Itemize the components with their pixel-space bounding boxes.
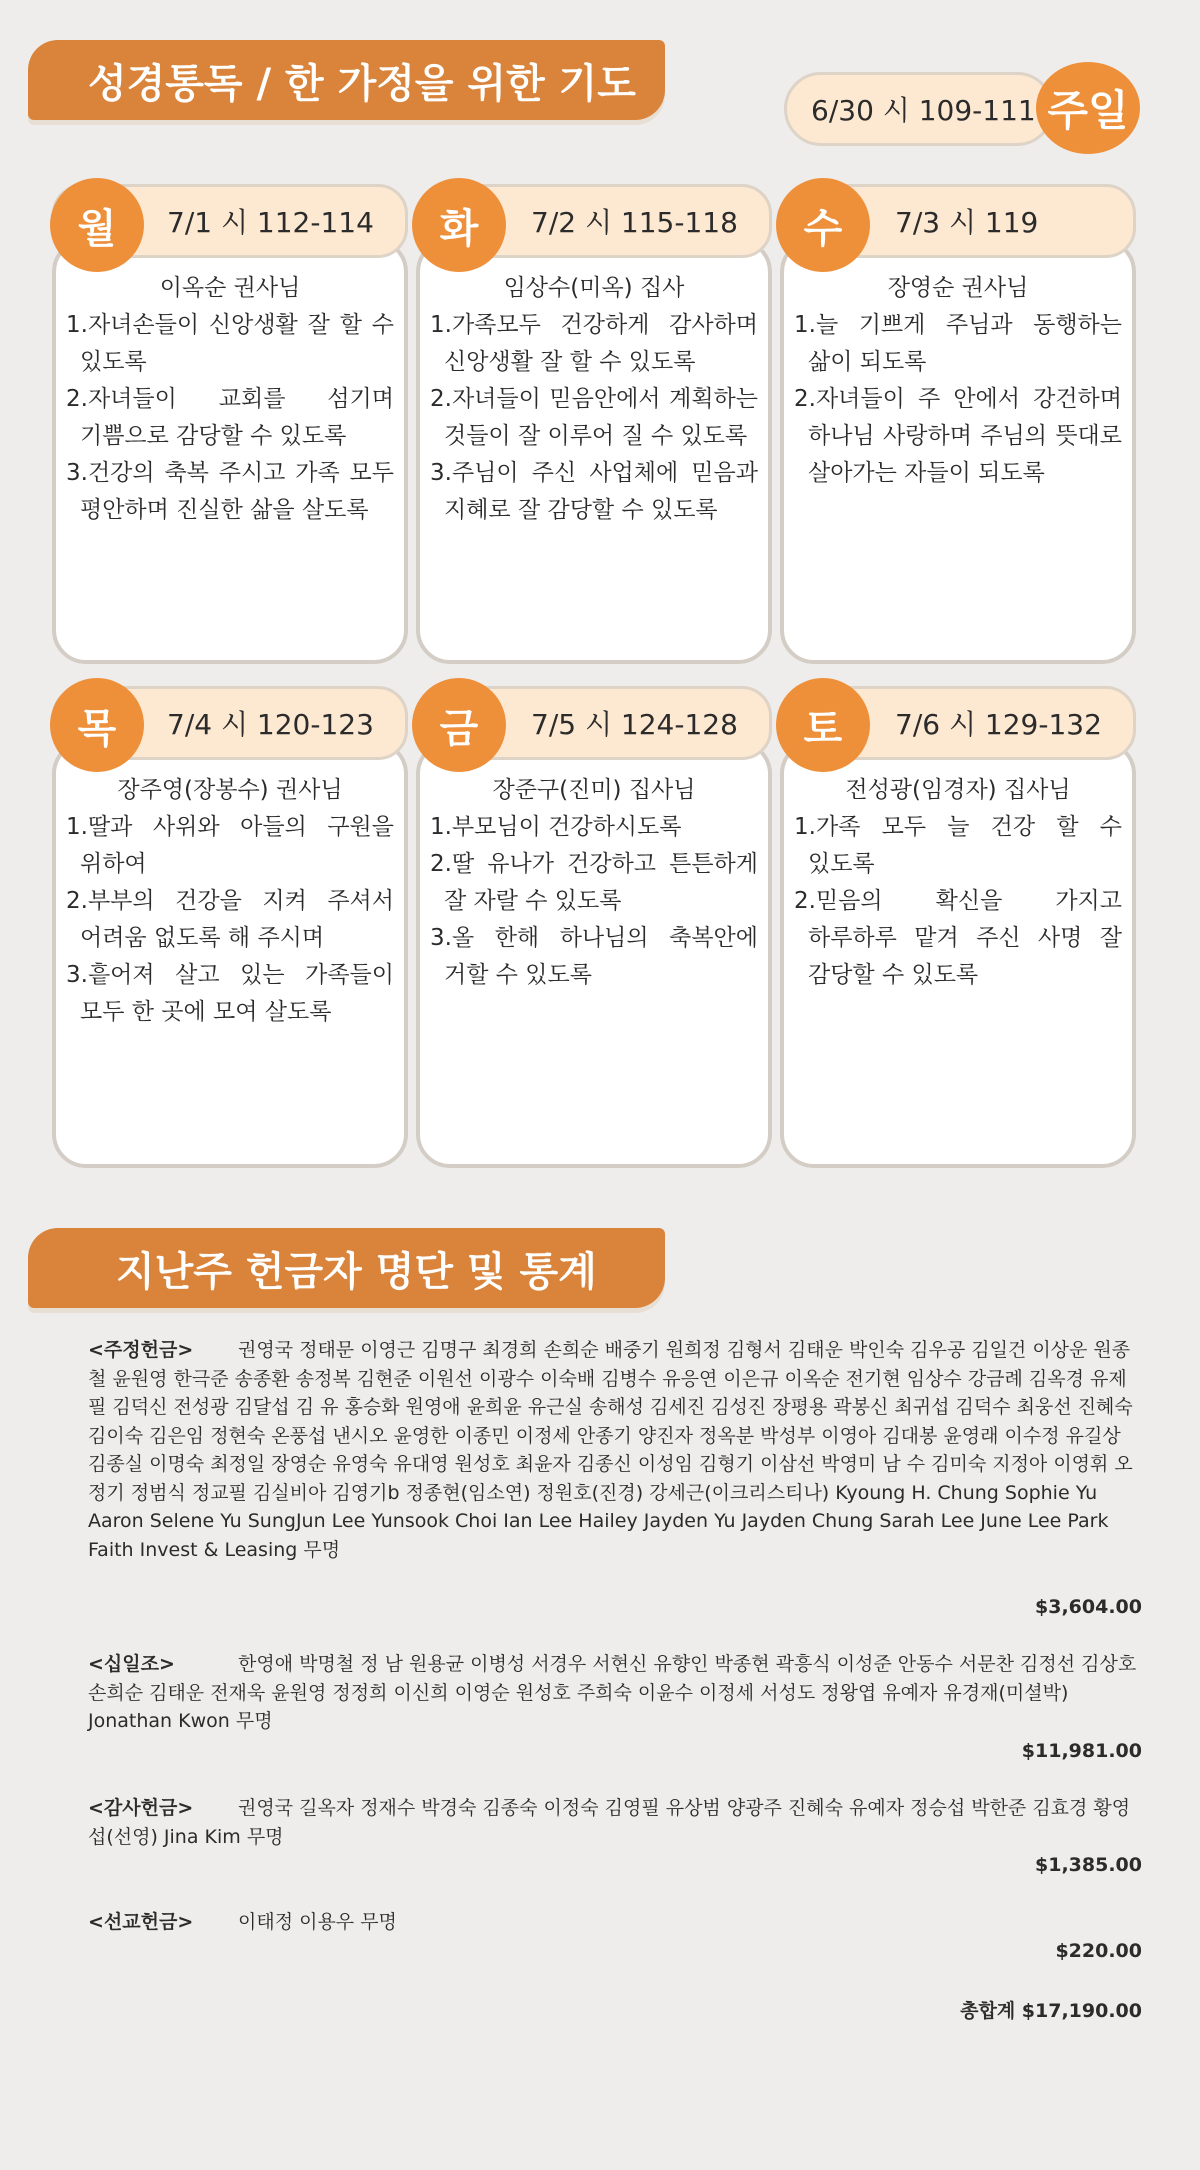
offering-group-mission — [88, 1908, 1142, 1937]
prayer-item: 3.흩어져 살고 있는 가족들이 모두 한 곳에 모여 살도록 — [66, 962, 394, 1025]
day-badge-mon: 월 — [50, 178, 144, 272]
prayer-person-name: 이옥순 권사님 — [159, 275, 301, 301]
offering-amount: $220.00 — [1055, 1940, 1142, 1962]
prayer-person-name: 장주영(장봉수) 권사님 — [117, 777, 343, 803]
prayer-item: 3.건강의 축복 주시고 가족 모두 평안하며 진실한 삶을 살도록 — [66, 460, 394, 523]
day-badge-sat: 토 — [776, 678, 870, 772]
prayer-item: 1.가족 모두 늘 건강 할 수 있도록 — [794, 814, 1122, 877]
prayer-person-name: 전성광(임경자) 집사님 — [845, 777, 1071, 803]
prayer-item: 2.부부의 건강을 지켜 주셔서 어려움 없도록 해 주시며 — [66, 888, 394, 951]
day-badge-fri: 금 — [412, 678, 506, 772]
prayer-body-mon — [66, 270, 394, 529]
offerings-section-banner: 지난주 헌금자 명단 및 통계 — [28, 1228, 665, 1308]
offering-label: <선교헌금> — [88, 1911, 194, 1933]
offering-group-thanks — [88, 1794, 1142, 1851]
prayer-item: 1.자녀손들이 신앙생활 잘 할 수 있도록 — [66, 312, 394, 375]
reading-pill-thu: 7/4 시 120-123 — [52, 686, 408, 760]
prayer-item: 2.자녀들이 교회를 섬기며 기쁨으로 감당할 수 있도록 — [66, 386, 394, 449]
prayer-item: 1.가족모두 건강하게 감사하며 신앙생활 잘 할 수 있도록 — [430, 312, 758, 375]
prayer-person-name: 임상수(미옥) 집사 — [503, 275, 685, 301]
day-badge-tue: 화 — [412, 178, 506, 272]
offering-amount: $11,981.00 — [1021, 1740, 1142, 1762]
prayer-item: 2.딸 유나가 건강하고 튼튼하게 잘 자랄 수 있도록 — [430, 851, 758, 914]
reading-pill-tue: 7/2 시 115-118 — [416, 184, 772, 258]
offering-group-tithe — [88, 1650, 1142, 1736]
prayer-body-wed — [794, 270, 1122, 492]
offering-label: <감사헌금> — [88, 1797, 194, 1819]
prayer-body-fri — [430, 772, 758, 994]
reading-pill-fri: 7/5 시 124-128 — [416, 686, 772, 760]
prayer-item: 1.늘 기쁘게 주님과 동행하는 삶이 되도록 — [794, 312, 1122, 375]
offering-group-weekly — [88, 1336, 1142, 1564]
prayer-person-name: 장영순 권사님 — [887, 275, 1029, 301]
offering-donor-names: 이태정 이용우 무명 — [238, 1911, 397, 1933]
prayer-item: 1.딸과 사위와 아들의 구원을 위하여 — [66, 814, 394, 877]
prayer-section-banner: 성경통독 / 한 가정을 위한 기도 — [28, 40, 665, 120]
prayer-item: 3.주님이 주신 사업체에 믿음과 지혜로 잘 감당할 수 있도록 — [430, 460, 758, 523]
offering-amount: $1,385.00 — [1035, 1854, 1142, 1876]
offering-donor-names: 한영애 박명철 정 남 원용균 이병성 서경우 서현신 유향인 박종현 곽흥식 이성준 안동수 서문찬 김정선 김상호 손희순 김태운 전재욱 윤원영 정정희 이신희 이영순 원성호 주희숙 이윤수 이정세 서성도 정왕엽 유예자 유경재(미셜박) Jonathan Kwon 무명 — [88, 1653, 1137, 1732]
day-badge-thu: 목 — [50, 678, 144, 772]
sunday-day-badge: 주일 — [1036, 62, 1140, 154]
reading-pill-wed: 7/3 시 119 — [780, 184, 1136, 258]
prayer-item: 3.올 한해 하나님의 축복안에 거할 수 있도록 — [430, 925, 758, 988]
offering-donor-names: 권영국 정태문 이영근 김명구 최경희 손희순 배중기 원희정 김형서 김태운 박인숙 김우공 김일건 이상운 원종철 윤원영 한극준 송종환 송정복 김현준 이원선 이광수 이숙배 김병수 유응연 이은규 이옥순 전기현 임상수 강금례 김옥경 유제필 김덕신 전성광 김달섭 김 유 홍승화 원영애 윤희윤 유근실 송해성 김세진 김성진 장평용 곽봉신 최귀섭 김덕수 최웅선 진혜숙 김이숙 김은임 정현숙 온풍섭 낸시오 윤영한 이종민 이정세 안종기 양진자 정옥분 박성부 이영아 김대봉 윤영래 이수정 유길상 김종실 이명숙 최정일 장영순 유영숙 유대영 원성호 최윤자 김종신 이성임 김형기 이삼선 박영미 남 수 김미숙 지정아 이영휘 오정기 정범식 정교필 김실비아 김영기b 정종현(임소연) 정원호(진경) 강세근(이크리스티나) Kyoung H. Chung Sophie Yu Aaron Selene Yu SungJun Lee Yunsook Choi Ian Lee Hailey Jayden Yu Jayden Chung Sarah Lee June Lee Park Faith Invest & Leasing 무명 — [88, 1339, 1133, 1561]
prayer-body-sat — [794, 772, 1122, 994]
day-badge-wed: 수 — [776, 178, 870, 272]
prayer-item: 2.자녀들이 믿음안에서 계획하는 것들이 잘 이루어 질 수 있도록 — [430, 386, 758, 449]
prayer-item: 1.부모님이 건강하시도록 — [430, 814, 682, 840]
offering-grand-total: 총합계 $17,190.00 — [960, 2000, 1142, 2022]
prayer-body-tue — [430, 270, 758, 529]
reading-pill-mon: 7/1 시 112-114 — [52, 184, 408, 258]
reading-pill-sat: 7/6 시 129-132 — [780, 686, 1136, 760]
prayer-person-name: 장준구(진미) 집사님 — [492, 777, 696, 803]
offering-donor-names: 권영국 길옥자 정재수 박경숙 김종숙 이정숙 김영필 유상범 양광주 진혜숙 유예자 정승섭 박한준 김효경 황영섭(선영) Jina Kim 무명 — [88, 1797, 1131, 1848]
prayer-item: 2.믿음의 확신을 가지고 하루하루 맡겨 주신 사명 잘 감당할 수 있도록 — [794, 888, 1122, 988]
offering-amount: $3,604.00 — [1035, 1596, 1142, 1618]
prayer-item: 2.자녀들이 주 안에서 강건하며 하나님 사랑하며 주님의 뜻대로 살아가는 자들이 되도록 — [794, 386, 1122, 486]
offering-label: <십일조> — [88, 1653, 175, 1675]
sunday-reading-pill: 6/30 시 109-111 — [784, 72, 1054, 146]
prayer-body-thu — [66, 772, 394, 1031]
offering-label: <주정헌금> — [88, 1339, 194, 1361]
